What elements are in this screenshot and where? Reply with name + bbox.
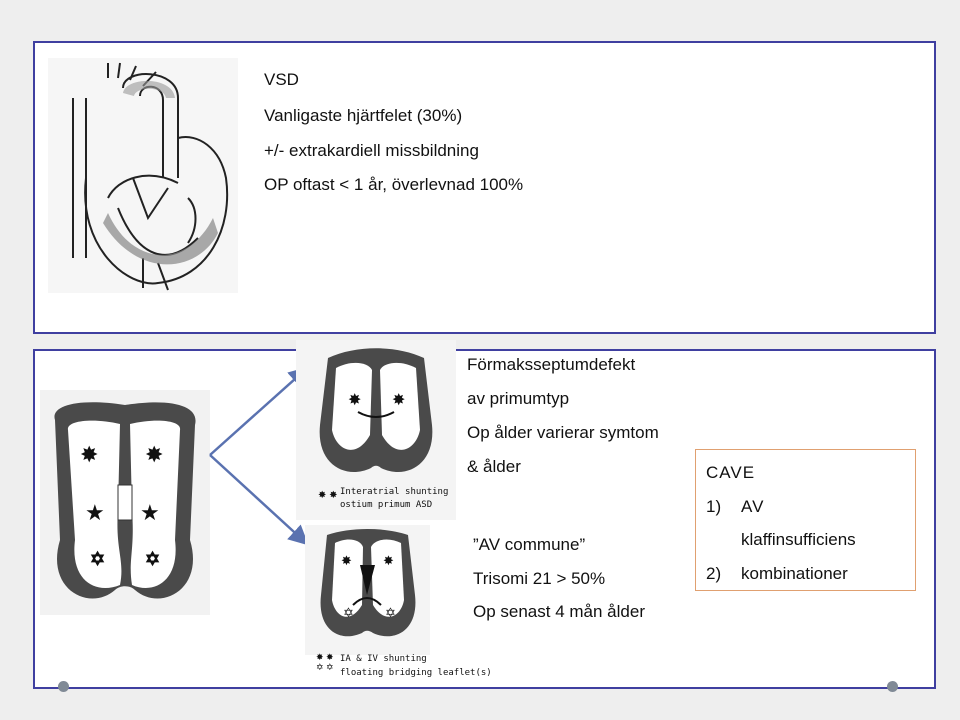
svg-text:★: ★ — [85, 501, 105, 526]
svg-text:★: ★ — [140, 501, 160, 526]
svg-text:✸: ✸ — [348, 390, 362, 409]
svg-text:✸: ✸ — [392, 390, 406, 409]
avc-line-1: ”AV commune” — [473, 535, 586, 554]
cave-item-2-num: 2) — [706, 564, 722, 583]
cave-item-1-num: 1) — [706, 497, 722, 516]
svg-text:✡: ✡ — [385, 606, 396, 621]
svg-text:✸: ✸ — [341, 554, 352, 569]
av-canal-heart-diagram — [40, 390, 210, 615]
slide-dot-bottom-right — [887, 681, 898, 692]
svg-text:✸: ✸ — [383, 554, 394, 569]
asd-line-2: av primumtyp — [467, 389, 570, 408]
av-canal-small-diagram — [305, 525, 430, 655]
caption-ostium-primum: ostium primum ASD — [340, 500, 433, 510]
vsd-line-frequency: Vanligaste hjärtfelet (30%) — [264, 106, 463, 125]
svg-text:✸: ✸ — [145, 443, 164, 468]
asd-line-1: Förmaksseptumdefekt — [467, 355, 636, 374]
caption-floating-leaflet: floating bridging leaflet(s) — [340, 668, 492, 678]
cave-item-1-cont: klaffinsufficiens — [741, 530, 856, 549]
cave-item-1-text: AV — [741, 497, 765, 516]
cave-title: CAVE — [706, 463, 756, 482]
cave-item-2-text: kombinationer — [741, 564, 848, 583]
svg-text:✡: ✡ — [90, 549, 106, 570]
svg-text:✡: ✡ — [145, 549, 161, 570]
avc-line-2: Trisomi 21 > 50% — [473, 569, 606, 588]
asd-line-4: & ålder — [467, 457, 521, 476]
svg-text:✸: ✸ — [80, 443, 99, 468]
legend-marks-upper: ✸ ✸ — [318, 490, 338, 501]
caption-interatrial-shunting: Interatrial shunting — [340, 487, 449, 497]
caption-ia-iv-shunting: IA & IV shunting — [340, 654, 427, 664]
asd-line-3: Op ålder varierar symtom — [467, 423, 659, 442]
vsd-title: VSD — [264, 70, 299, 89]
svg-text:✡: ✡ — [343, 606, 354, 621]
avc-line-3: Op senast 4 mån ålder — [473, 602, 645, 621]
slide-dot-bottom-left — [58, 681, 69, 692]
legend-marks-lower: ✸ ✸ ✡ ✡ — [316, 652, 334, 672]
vsd-line-surgery: OP oftast < 1 år, överlevnad 100% — [264, 175, 524, 194]
vsd-heart-illustration — [48, 58, 238, 293]
vsd-line-malformation: +/- extrakardiell missbildning — [264, 141, 479, 160]
